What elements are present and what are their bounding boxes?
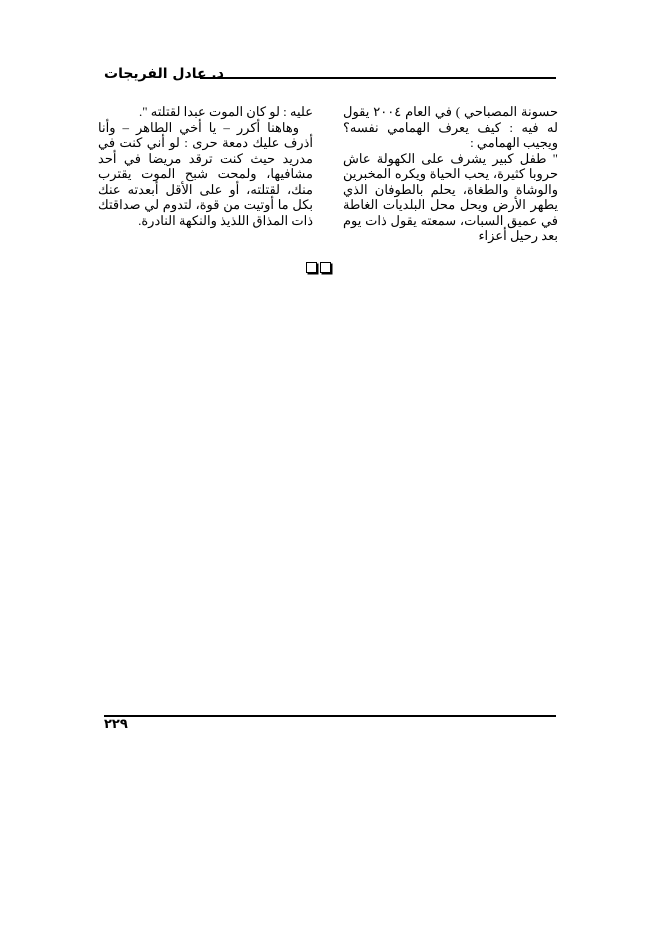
header-rule xyxy=(200,77,556,79)
text-column-right xyxy=(343,104,558,244)
paragraph: عليه : لو كان الموت عبدا لقتلته ". xyxy=(138,104,313,119)
running-header xyxy=(104,64,556,88)
text-column-left xyxy=(98,104,313,228)
header-author: د. عادل الفريجات xyxy=(104,66,224,82)
square-icon xyxy=(320,262,331,273)
paragraph: وهاهنا أكرر – يا أخي الطاهر – وأنا أذرف عليك دمعة حرى : لو أني كنت في مدريد حيث كنت ترقد مريضا في أحد مشافيها، ولمحت شبح الموت يقترب منك، لقتلته، أو على الأقل أبعدته عنك بكل ما أوتيت من قوة، لتدوم لي صداقتك ذات المذاق اللذيذ والنكهة النادرة. xyxy=(98,119,313,228)
footer-rule xyxy=(104,715,556,717)
paragraph: حسونة المصباحي ) في العام ٢٠٠٤ يقول له فيه : كيف يعرف الهمامي نفسه؟ ويجيب الهمامي : xyxy=(343,104,558,150)
section-end-mark-icon xyxy=(306,262,336,274)
page-number: ٢٢٩ xyxy=(104,717,128,732)
paragraph: " طفل كبير يشرف على الكهولة عاش حروبا كثيرة، يحب الحياة ويكره المخبرين والوشاة والطغاة، يحلم بالطوفان الذي يطهر الأرض ويحل محل البلديات الغاطة في عميق السبات، سمعته يقول ذات يوم بعد رحيل أعزاء xyxy=(343,150,558,243)
square-icon xyxy=(306,262,317,273)
